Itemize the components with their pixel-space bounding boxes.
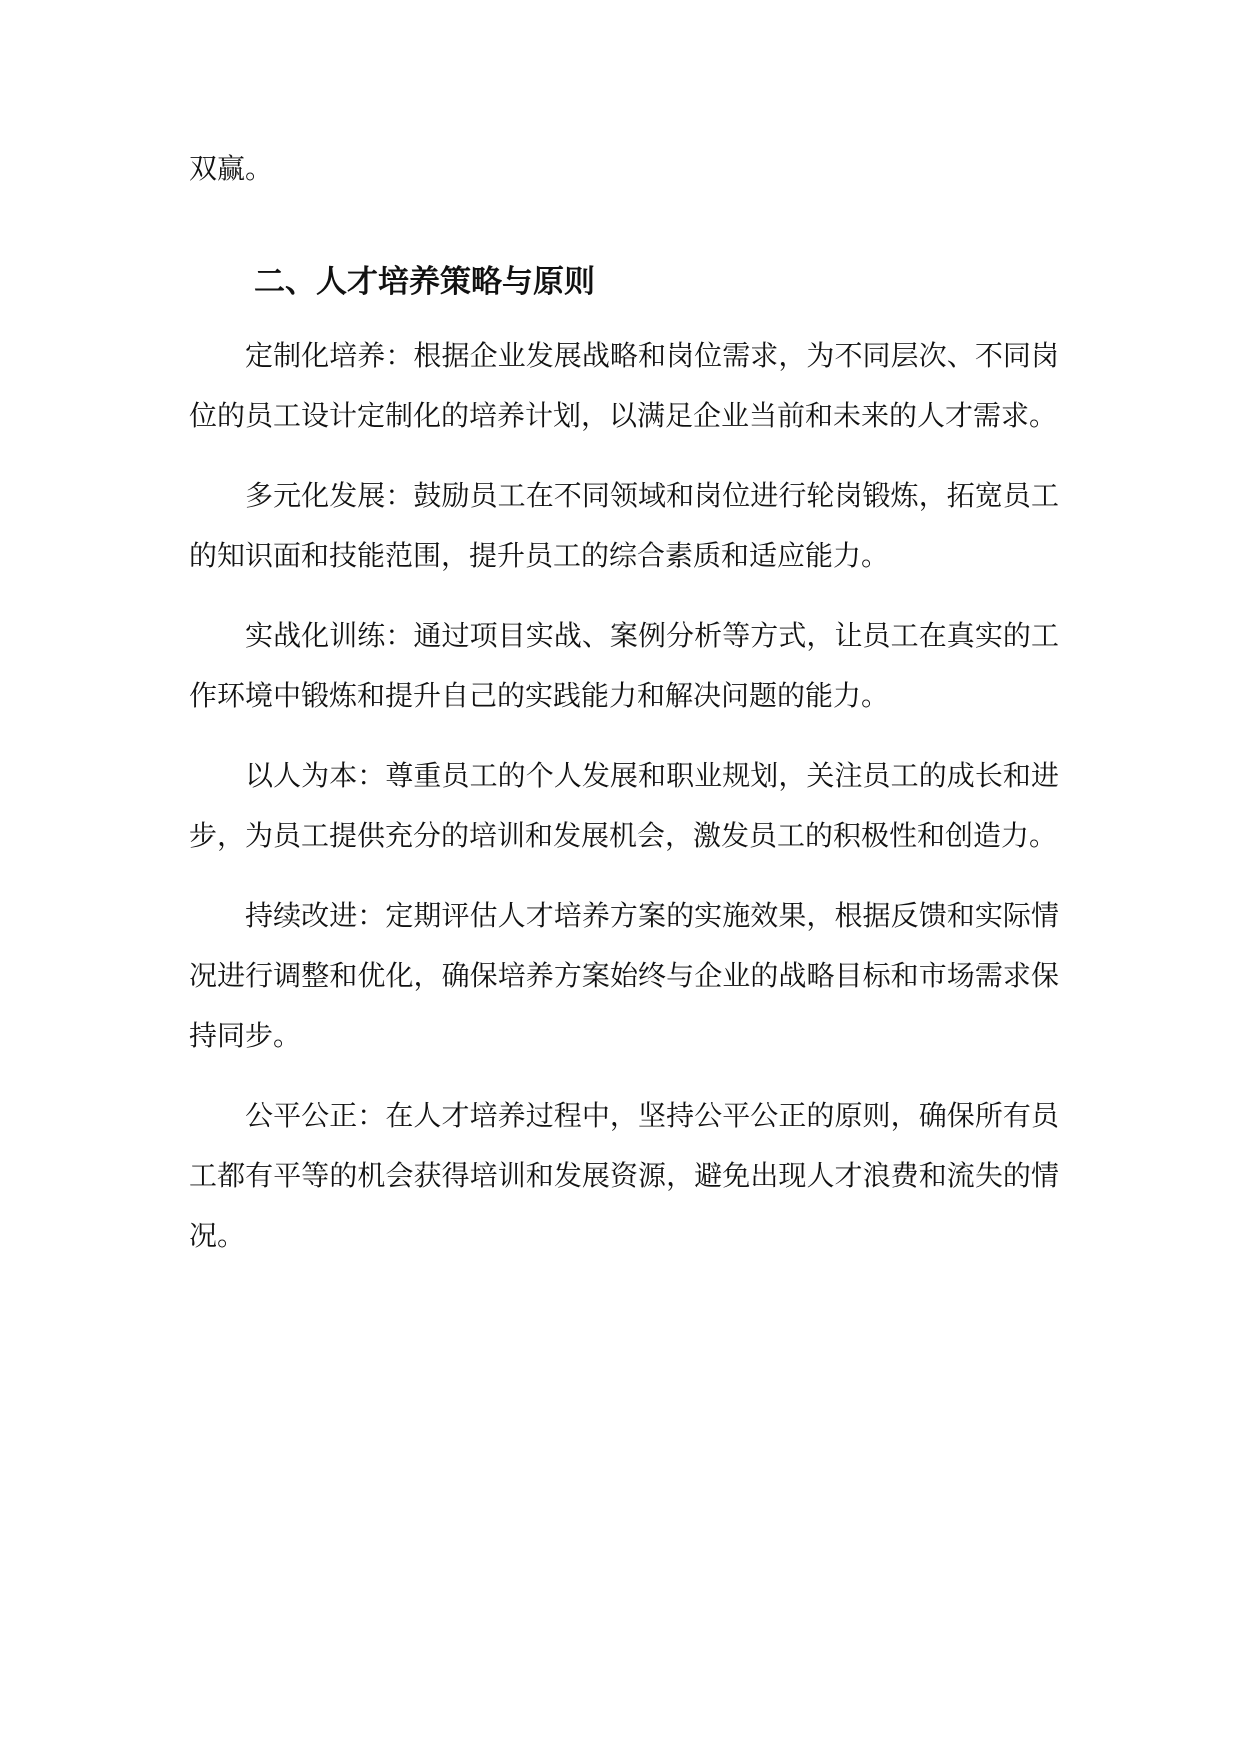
paragraph-diversified-development: 多元化发展：鼓励员工在不同领域和岗位进行轮岗锻炼，拓宽员工的知识面和技能范围，提升员工的综合素质和适应能力。 — [189, 479, 1059, 572]
continuation-text: 双赢。 — [189, 152, 274, 185]
paragraph-fairness: 公平公正：在人才培养过程中，坚持公平公正的原则，确保所有员工都有平等的机会获得培训和发展资源，避免出现人才浪费和流失的情况。 — [189, 1099, 1059, 1252]
paragraph-customized-training: 定制化培养：根据企业发展战略和岗位需求，为不同层次、不同岗位的员工设计定制化的培养计划，以满足企业当前和未来的人才需求。 — [189, 339, 1059, 432]
paragraph-practical-training: 实战化训练：通过项目实战、案例分析等方式，让员工在真实的工作环境中锻炼和提升自己的实践能力和解决问题的能力。 — [189, 619, 1059, 712]
document-body — [189, 140, 1059, 1286]
paragraph-continuous-improvement: 持续改进：定期评估人才培养方案的实施效果，根据反馈和实际情况进行调整和优化，确保培养方案始终与企业的战略目标和市场需求保持同步。 — [189, 899, 1059, 1052]
section-heading: 二、人才培养策略与原则 — [254, 264, 595, 300]
paragraph-people-oriented: 以人为本：尊重员工的个人发展和职业规划，关注员工的成长和进步，为员工提供充分的培训和发展机会，激发员工的积极性和创造力。 — [189, 759, 1059, 852]
